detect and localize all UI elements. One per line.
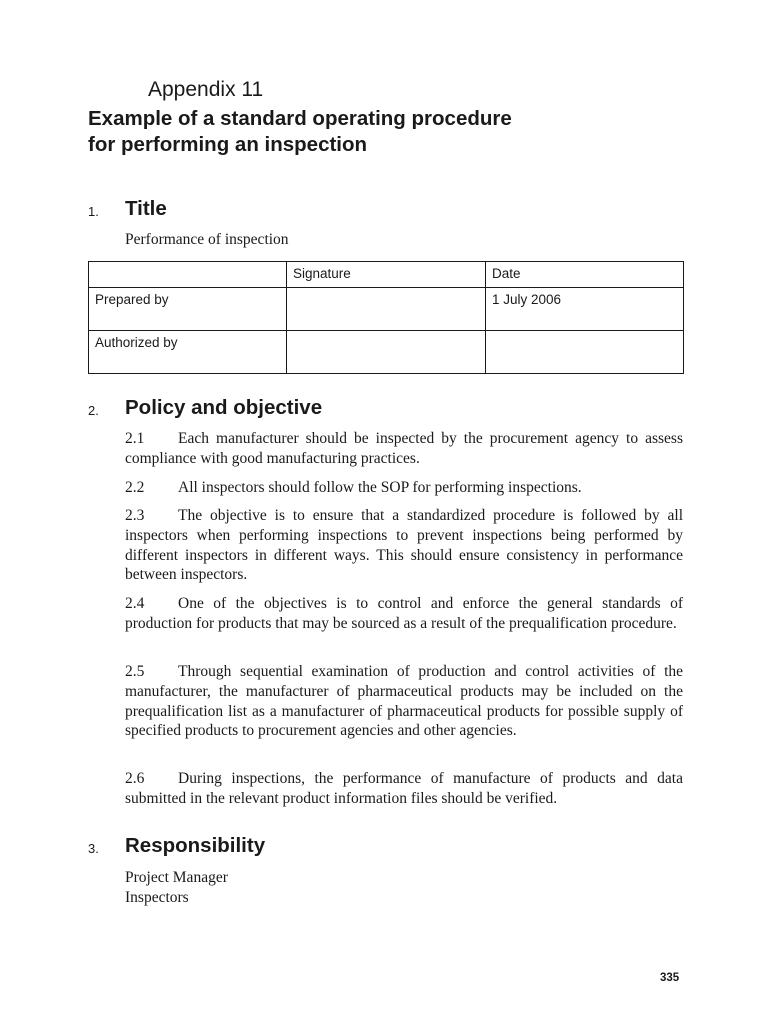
table-cell <box>287 331 486 374</box>
paragraph-2-2 <box>125 478 683 498</box>
paragraph-text: One of the objectives is to control and enforce the general standards of production for products that may be sourced as a result of the prequalification procedure. <box>125 595 683 632</box>
section-2-number: 2. <box>88 403 99 418</box>
paragraph-2-3 <box>125 506 683 585</box>
signature-table <box>88 261 684 374</box>
table-header-cell: Signature <box>287 262 486 288</box>
table-header-cell <box>89 262 287 288</box>
paragraph-2-4 <box>125 594 683 634</box>
section-2-heading: Policy and objective <box>125 396 323 419</box>
responsibility-line: Inspectors <box>125 889 189 906</box>
paragraph-2-5 <box>125 662 683 741</box>
paragraph-number: 2.3 <box>125 507 145 524</box>
section-1-heading: Title <box>125 197 167 220</box>
paragraph-text: Through sequential examination of production and control activities of the manufacturer, the manufacturer of pharmaceutical products may be included on the prequalification list as a manufacturer of pharmaceutical products for possible supply of specified products to procurement agencies and other agencies. <box>125 663 683 740</box>
section-1-text: Performance of inspection <box>125 231 289 248</box>
appendix-label: Appendix 11 <box>148 78 264 101</box>
table-row <box>89 288 684 331</box>
section-1-number: 1. <box>88 204 99 219</box>
document-title-line-2: for performing an inspection <box>88 133 368 156</box>
table-cell <box>486 331 684 374</box>
table-row <box>89 331 684 374</box>
document-title <box>88 106 708 158</box>
paragraph-2-6 <box>125 769 683 809</box>
paragraph-text: During inspections, the performance of manufacture of products and data submitted in the relevant product information files should be verified. <box>125 770 683 807</box>
paragraph-text: All inspectors should follow the SOP for performing inspections. <box>178 479 582 496</box>
paragraph-number: 2.1 <box>125 430 145 447</box>
paragraph-number: 2.4 <box>125 595 145 612</box>
signature-table-header-row <box>89 262 684 288</box>
responsibility-line: Project Manager <box>125 869 228 886</box>
section-3-heading: Responsibility <box>125 834 266 857</box>
paragraph-2-1 <box>125 429 683 469</box>
paragraph-text: Each manufacturer should be inspected by the procurement agency to assess compliance with good manufacturing practices. <box>125 430 683 467</box>
table-header-cell: Date <box>486 262 684 288</box>
table-cell: 1 July 2006 <box>486 288 684 331</box>
table-cell: Authorized by <box>89 331 287 374</box>
paragraph-text: The objective is to ensure that a standardized procedure is followed by all inspectors when performing inspections to prevent inspections being performed by different inspectors in different ways. This should ensure consistency in performance between inspectors. <box>125 507 683 584</box>
section-3-number: 3. <box>88 841 99 856</box>
paragraph-number: 2.5 <box>125 663 145 680</box>
page-number: 335 <box>660 972 680 984</box>
table-cell: Prepared by <box>89 288 287 331</box>
paragraph-number: 2.2 <box>125 479 145 496</box>
document-title-line-1: Example of a standard operating procedure <box>88 107 512 130</box>
table-cell <box>287 288 486 331</box>
paragraph-number: 2.6 <box>125 770 145 787</box>
